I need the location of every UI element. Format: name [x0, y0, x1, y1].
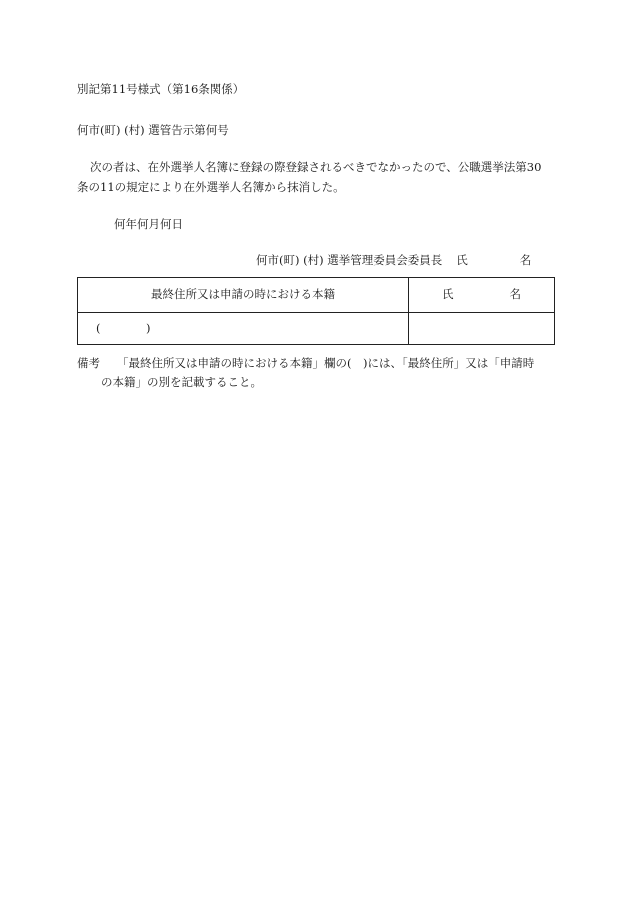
notice-number: 何市(町) (村) 選管告示第何号: [77, 123, 229, 137]
remarks-line-2: の本籍」の別を記載すること。: [101, 375, 262, 389]
address-type-paren-open: (: [96, 321, 101, 335]
table-column-divider: [408, 278, 409, 344]
table-header-name-first: 氏: [442, 287, 454, 301]
address-type-paren-close: ): [146, 321, 151, 335]
form-number: 別記第11号様式（第16条関係）: [77, 82, 245, 96]
table-header-name-last: 名: [509, 287, 521, 301]
remarks-line-1: 「最終住所又は申請の時における本籍」欄の( )には、「最終住所」又は「申請時: [117, 356, 535, 370]
notice-date: 何年何月何日: [114, 217, 183, 231]
signatory-name-last: 名: [519, 253, 532, 267]
signatory-title: 何市(町) (村) 選挙管理委員会委員長: [256, 253, 443, 267]
notice-body-line-2: 条の11の規定により在外選挙人名簿から抹消した。: [77, 180, 345, 194]
table-row-divider: [78, 312, 554, 313]
notice-body-line-1: 次の者は、在外選挙人名簿に登録の際登録されるべきでなかったので、公職選挙法第30: [90, 160, 542, 174]
signatory-name-first: 氏: [456, 253, 468, 267]
record-table: [77, 277, 555, 345]
signatory: [256, 255, 531, 267]
table-header-address: 最終住所又は申請の時における本籍: [151, 287, 335, 301]
remarks-label: 備考: [77, 356, 100, 370]
table-header-name: [408, 289, 555, 301]
